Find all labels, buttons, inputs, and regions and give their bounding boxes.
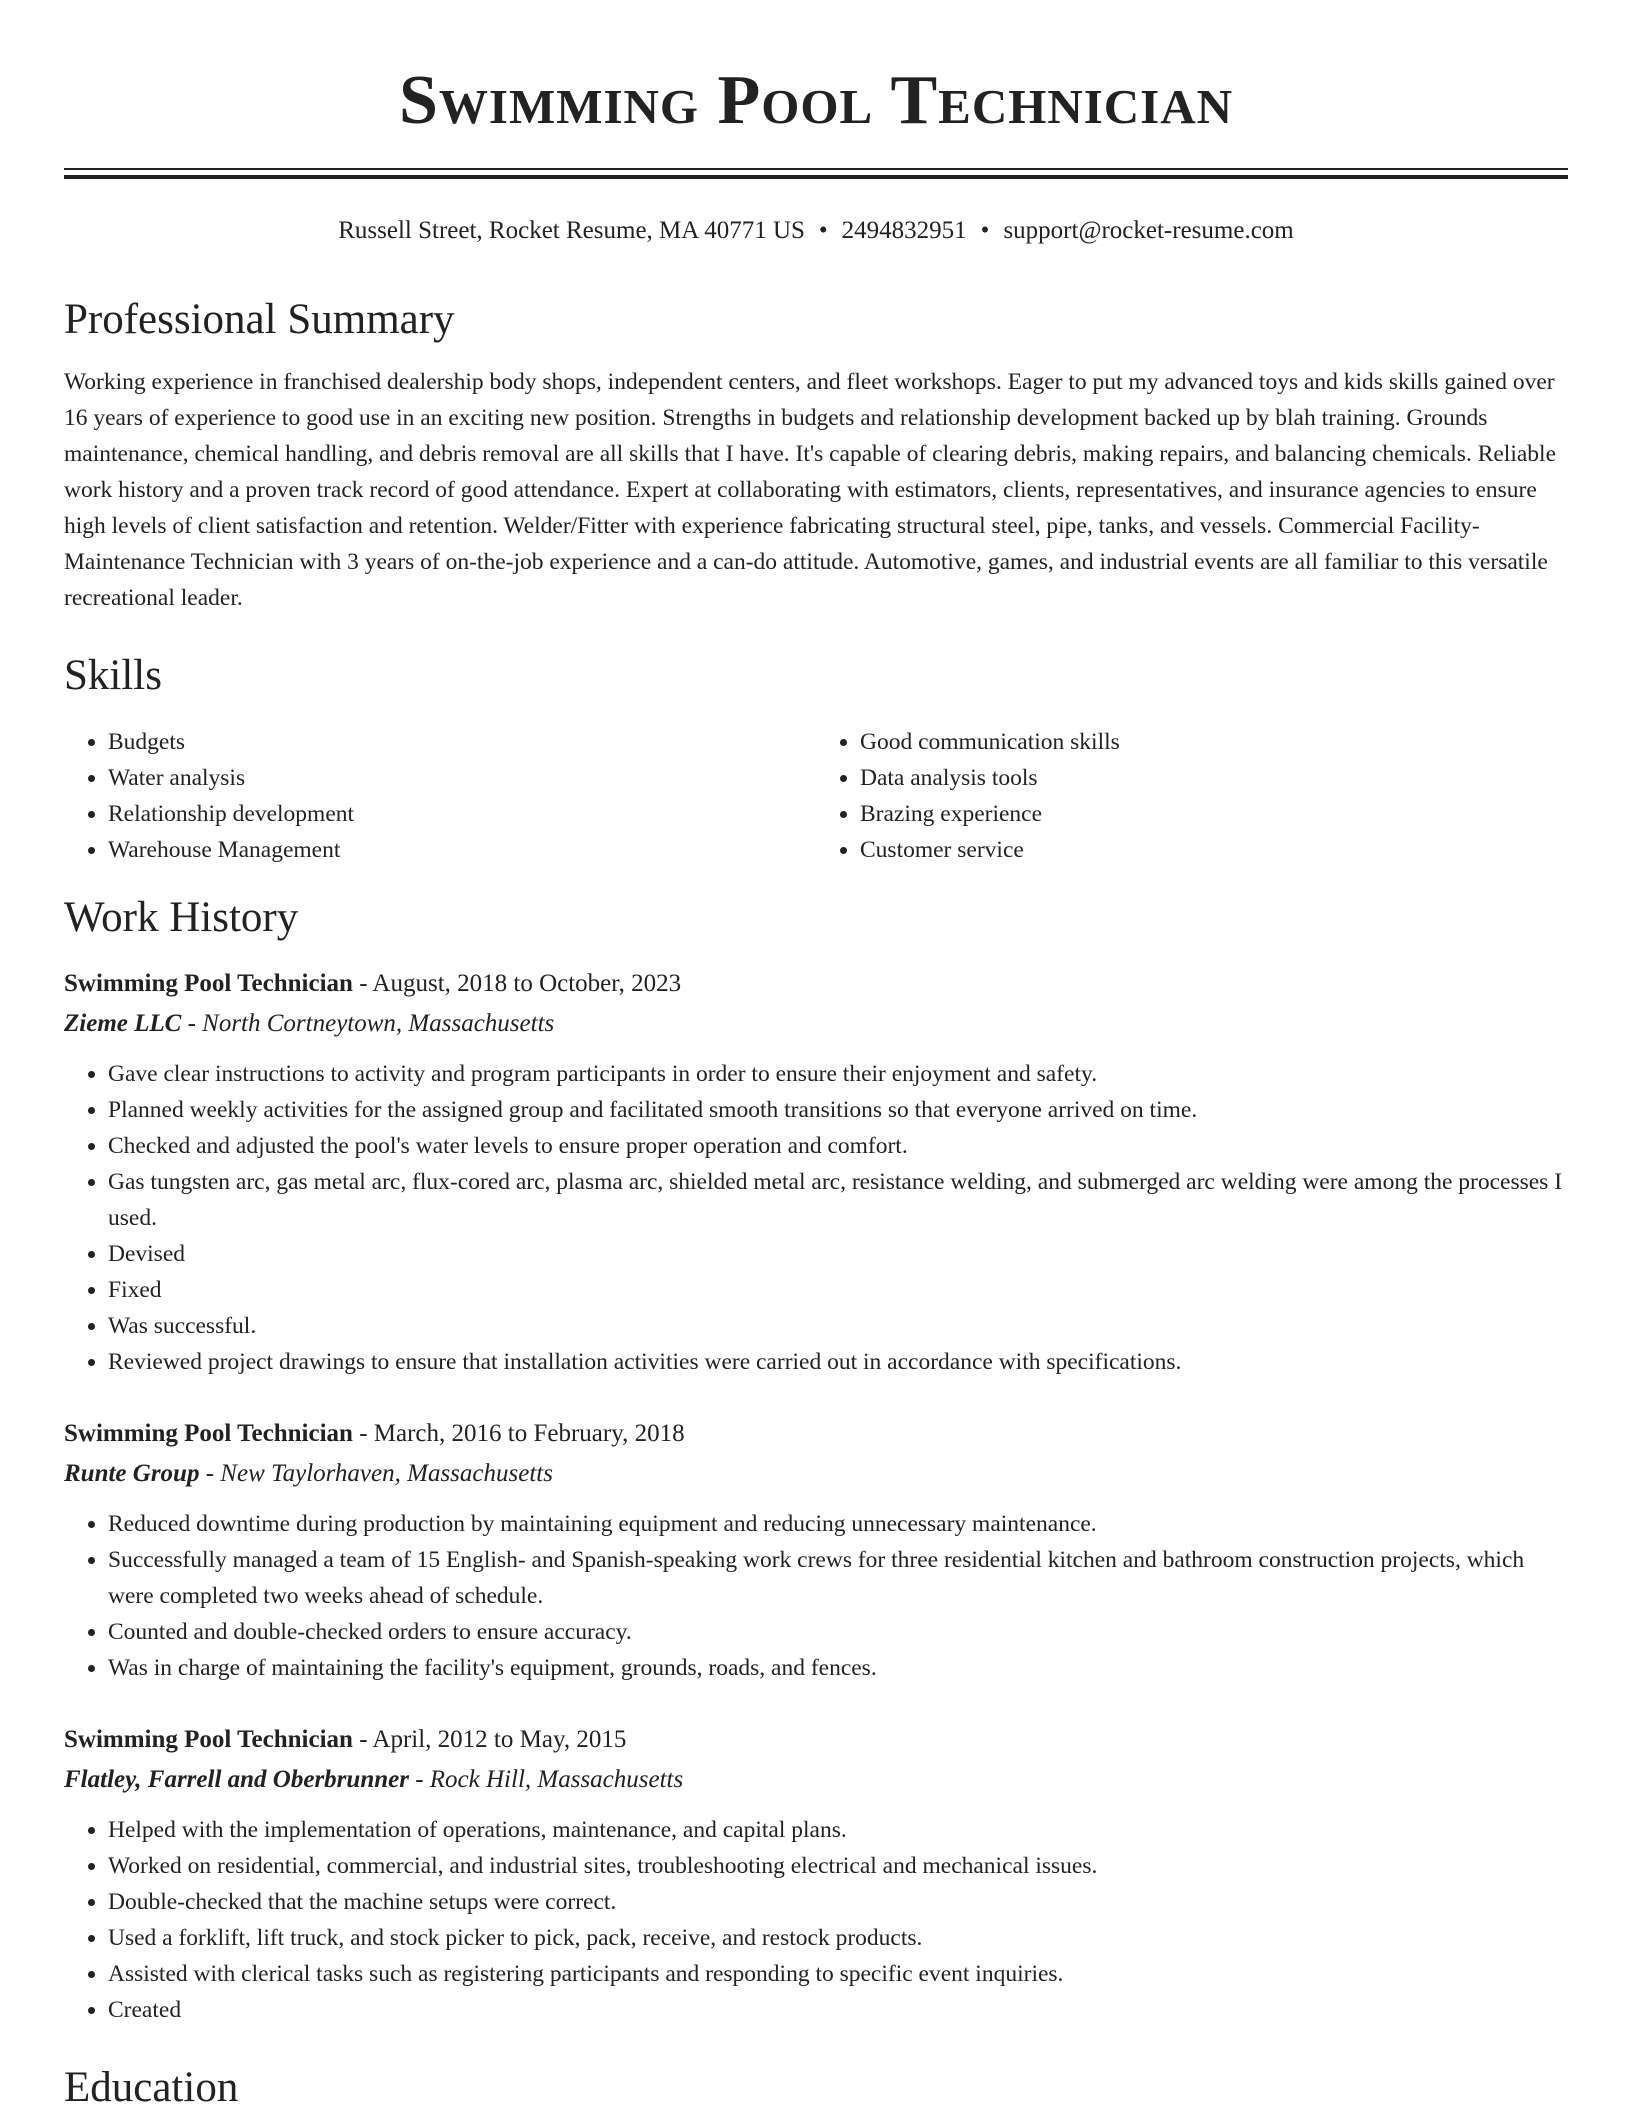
job-duty: • Gas tungsten arc, gas metal arc, flux-cored arc, plasma arc, shielded metal arc, resistance welding, and submerged arc welding were among the processes I used. bbox=[108, 1164, 1568, 1236]
job-duty: • Used a forklift, lift truck, and stock picker to pick, pack, receive, and restock products. bbox=[108, 1920, 1568, 1956]
contact-separator: • bbox=[818, 217, 828, 244]
job-duty: • Checked and adjusted the pool's water levels to ensure proper operation and comfort. bbox=[108, 1128, 1568, 1164]
job-duty: • Created bbox=[108, 1992, 1568, 2028]
contact-separator: • bbox=[980, 217, 990, 244]
job-duty: • Assisted with clerical tasks such as registering participants and responding to specific event inquiries. bbox=[108, 1956, 1568, 1992]
education-section bbox=[64, 2060, 1568, 2116]
skills-section bbox=[64, 648, 1568, 868]
job-duty: • Fixed bbox=[108, 1272, 1568, 1308]
professional-summary-section bbox=[64, 292, 1568, 616]
contact-address: Russell Street, Rocket Resume, MA 40771 US bbox=[338, 217, 805, 244]
contact-phone: 2494832951 bbox=[841, 217, 967, 244]
job-dash: - bbox=[359, 1726, 368, 1753]
section-heading-education: Education bbox=[64, 2064, 239, 2111]
job-duty: • Reduced downtime during production by maintaining equipment and reducing unnecessary maintenance. bbox=[108, 1506, 1568, 1542]
job-title-line bbox=[64, 1720, 1568, 1760]
skill-item: • Data analysis tools bbox=[860, 760, 1568, 796]
skill-item: • Good communication skills bbox=[860, 724, 1568, 760]
company-line bbox=[64, 1760, 1568, 1800]
job-entry bbox=[64, 964, 1568, 1380]
summary-text: Working experience in franchised dealership body shops, independent centers, and fleet workshops. Eager to put my advanced toys and kids skills gained over 16 years of experience to good use in an exciting new position. Strengths in budgets and relationship development backed up by blah training. Grounds maintenance, chemical handling, and debris removal are all skills that I have. It's capable of clearing debris, making repairs, and balancing chemicals. Reliable work history and a proven track record of good attendance. Expert at collaborating with estimators, clients, representatives, and insurance agencies to ensure high levels of client satisfaction and retention. Welder/Fitter with experience fabricating structural steel, pipe, tanks, and vessels. Commercial Facility-Maintenance Technician with 3 years of on-the-job experience and a can-do attitude. Automotive, games, and industrial events are all familiar to this versatile recreational leader. bbox=[64, 369, 1556, 611]
resume-title: Swimming Pool Technician bbox=[398, 62, 1234, 139]
job-title: Swimming Pool Technician bbox=[64, 1420, 353, 1447]
job-duty: • Helped with the implementation of operations, maintenance, and capital plans. bbox=[108, 1812, 1568, 1848]
job-duties-list bbox=[64, 1506, 1568, 1686]
job-duty: • Worked on residential, commercial, and industrial sites, troubleshooting electrical and mechanical issues. bbox=[108, 1848, 1568, 1884]
job-title-line bbox=[64, 1414, 1568, 1454]
job-dates: March, 2016 to February, 2018 bbox=[373, 1420, 685, 1447]
job-dates: August, 2018 to October, 2023 bbox=[372, 970, 682, 997]
skills-columns bbox=[64, 724, 1568, 868]
section-heading-summary: Professional Summary bbox=[64, 296, 455, 343]
job-dash: - bbox=[359, 970, 368, 997]
job-title-line bbox=[64, 964, 1568, 1004]
title-divider-thin bbox=[64, 168, 1568, 170]
job-duty: • Counted and double-checked orders to ensure accuracy. bbox=[108, 1614, 1568, 1650]
job-dates: April, 2012 to May, 2015 bbox=[372, 1726, 627, 1753]
company-name: Flatley, Farrell and Oberbrunner bbox=[64, 1766, 409, 1793]
job-title: Swimming Pool Technician bbox=[64, 1726, 353, 1753]
company-line bbox=[64, 1004, 1568, 1044]
job-duty: • Was in charge of maintaining the facility's equipment, grounds, roads, and fences. bbox=[108, 1650, 1568, 1686]
company-name: Runte Group bbox=[64, 1460, 200, 1487]
job-duty: • Double-checked that the machine setups were correct. bbox=[108, 1884, 1568, 1920]
skill-item: • Customer service bbox=[860, 832, 1568, 868]
skill-item: • Brazing experience bbox=[860, 796, 1568, 832]
skill-item: • Warehouse Management bbox=[108, 832, 816, 868]
company-name: Zieme LLC bbox=[64, 1010, 182, 1037]
job-duty: • Planned weekly activities for the assigned group and facilitated smooth transitions so that everyone arrived on time. bbox=[108, 1092, 1568, 1128]
work-history-section bbox=[64, 890, 1568, 2028]
skill-item: • Water analysis bbox=[108, 760, 816, 796]
company-line bbox=[64, 1454, 1568, 1494]
job-duties-list bbox=[64, 1812, 1568, 2028]
job-entry bbox=[64, 1414, 1568, 1686]
job-dash: - bbox=[359, 1420, 368, 1447]
job-duty: • Gave clear instructions to activity and program participants in order to ensure their enjoyment and safety. bbox=[108, 1056, 1568, 1092]
company-dash: - bbox=[415, 1766, 424, 1793]
contact-line bbox=[64, 214, 1568, 248]
job-duty: • Successfully managed a team of 15 English- and Spanish-speaking work crews for three residential kitchen and bathroom construction projects, which were completed two weeks ahead of schedule. bbox=[108, 1542, 1568, 1614]
company-location: New Taylorhaven, Massachusetts bbox=[220, 1460, 553, 1487]
skill-item: • Budgets bbox=[108, 724, 816, 760]
section-heading-work: Work History bbox=[64, 894, 299, 941]
contact-email: support@rocket-resume.com bbox=[1003, 217, 1294, 244]
skills-list-left bbox=[64, 724, 816, 868]
skill-item: • Relationship development bbox=[108, 796, 816, 832]
company-location: Rock Hill, Massachusetts bbox=[429, 1766, 684, 1793]
company-location: North Cortneytown, Massachusetts bbox=[202, 1010, 555, 1037]
job-duty: • Devised bbox=[108, 1236, 1568, 1272]
company-dash: - bbox=[187, 1010, 196, 1037]
job-duty: • Reviewed project drawings to ensure that installation activities were carried out in accordance with specifications. bbox=[108, 1344, 1568, 1380]
skills-list-right bbox=[816, 724, 1568, 868]
section-heading-skills: Skills bbox=[64, 652, 162, 699]
title-divider-thick bbox=[64, 175, 1568, 179]
job-entry bbox=[64, 1720, 1568, 2028]
job-title: Swimming Pool Technician bbox=[64, 970, 353, 997]
job-duty: • Was successful. bbox=[108, 1308, 1568, 1344]
company-dash: - bbox=[205, 1460, 215, 1487]
job-duties-list bbox=[64, 1056, 1568, 1380]
